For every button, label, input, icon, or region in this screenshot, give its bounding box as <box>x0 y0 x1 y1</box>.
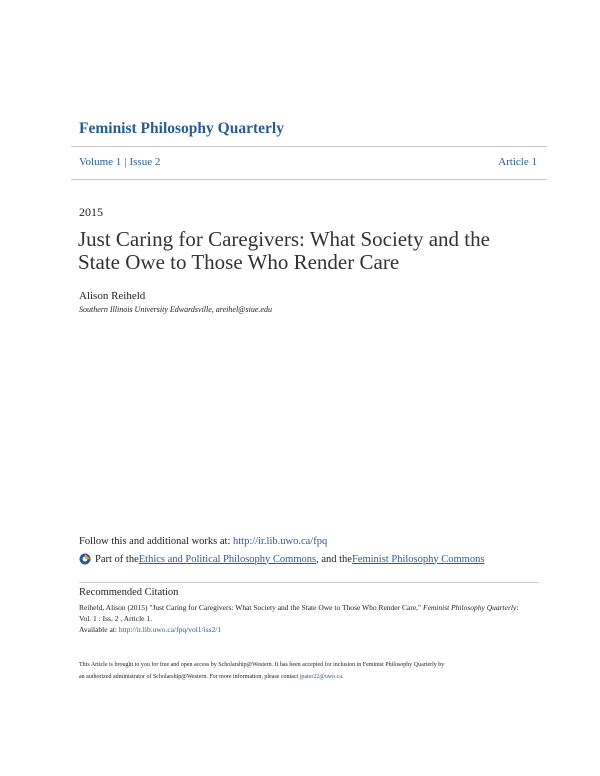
part-of-middle: , and the <box>316 553 352 565</box>
recommended-heading: Recommended Citation <box>79 587 179 598</box>
follow-line <box>79 536 327 547</box>
citation-rest: : Vol. 1 : Iss. 2 , Article 1. <box>79 603 519 623</box>
citation-journal: Feminist Philosophy Quarterly <box>422 603 517 612</box>
article-link[interactable]: Article 1 <box>498 156 537 168</box>
feminist-commons-link[interactable]: Feminist Philosophy Commons <box>351 553 485 565</box>
top-divider <box>71 146 547 147</box>
follow-url-link[interactable]: http://ir.lib.uwo.ca/fpq <box>233 536 328 547</box>
follow-prefix: Follow this and additional works at: <box>79 536 233 547</box>
ethics-commons-link[interactable]: Ethics and Political Philosophy Commons <box>138 553 317 565</box>
contact-email-link[interactable]: jpater22@uwo.ca <box>299 674 342 680</box>
footer-line2-suffix: . <box>342 674 344 680</box>
citation-url-link[interactable]: http://ir.lib.uwo.ca/fpq/vol1/iss2/1 <box>118 625 222 634</box>
creative-commons-icon <box>79 553 91 565</box>
recommended-divider <box>79 582 539 583</box>
issue-divider <box>71 179 547 180</box>
footer-line2: an authorized administrator of Scholarship@Western. For more information, please contact <box>79 674 300 680</box>
author-affiliation: Southern Illinois University Edwardsville, areihel@siue.edu <box>79 305 272 314</box>
issue-link[interactable]: Issue 2 <box>129 156 161 168</box>
citation-main: Reiheld, Alison (2015) "Just Caring for Caregivers: What Society and the State Owe to Those Who Render Care," <box>79 603 423 612</box>
volume-issue <box>79 156 160 168</box>
issue-separator: | <box>124 156 127 168</box>
volume-link[interactable]: Volume 1 <box>79 156 122 168</box>
footer-notice <box>79 659 529 683</box>
part-of-prefix: Part of the <box>95 553 139 565</box>
footer-line1: This Article is brought to you for free and open access by Scholarship@Western. It has been accepted for inclusion in Feminist Philosophy Quarterly by <box>79 662 445 668</box>
journal-title[interactable]: Feminist Philosophy Quarterly <box>79 120 284 137</box>
issue-row <box>79 156 537 168</box>
publication-year: 2015 <box>79 205 103 219</box>
part-of-line <box>79 553 484 565</box>
author-name: Alison Reiheld <box>79 290 146 302</box>
available-label: Available at: <box>79 625 119 634</box>
article-title: Just Caring for Caregivers: What Society and the State Owe to Those Who Render Care <box>78 227 490 274</box>
recommended-citation <box>79 602 519 635</box>
